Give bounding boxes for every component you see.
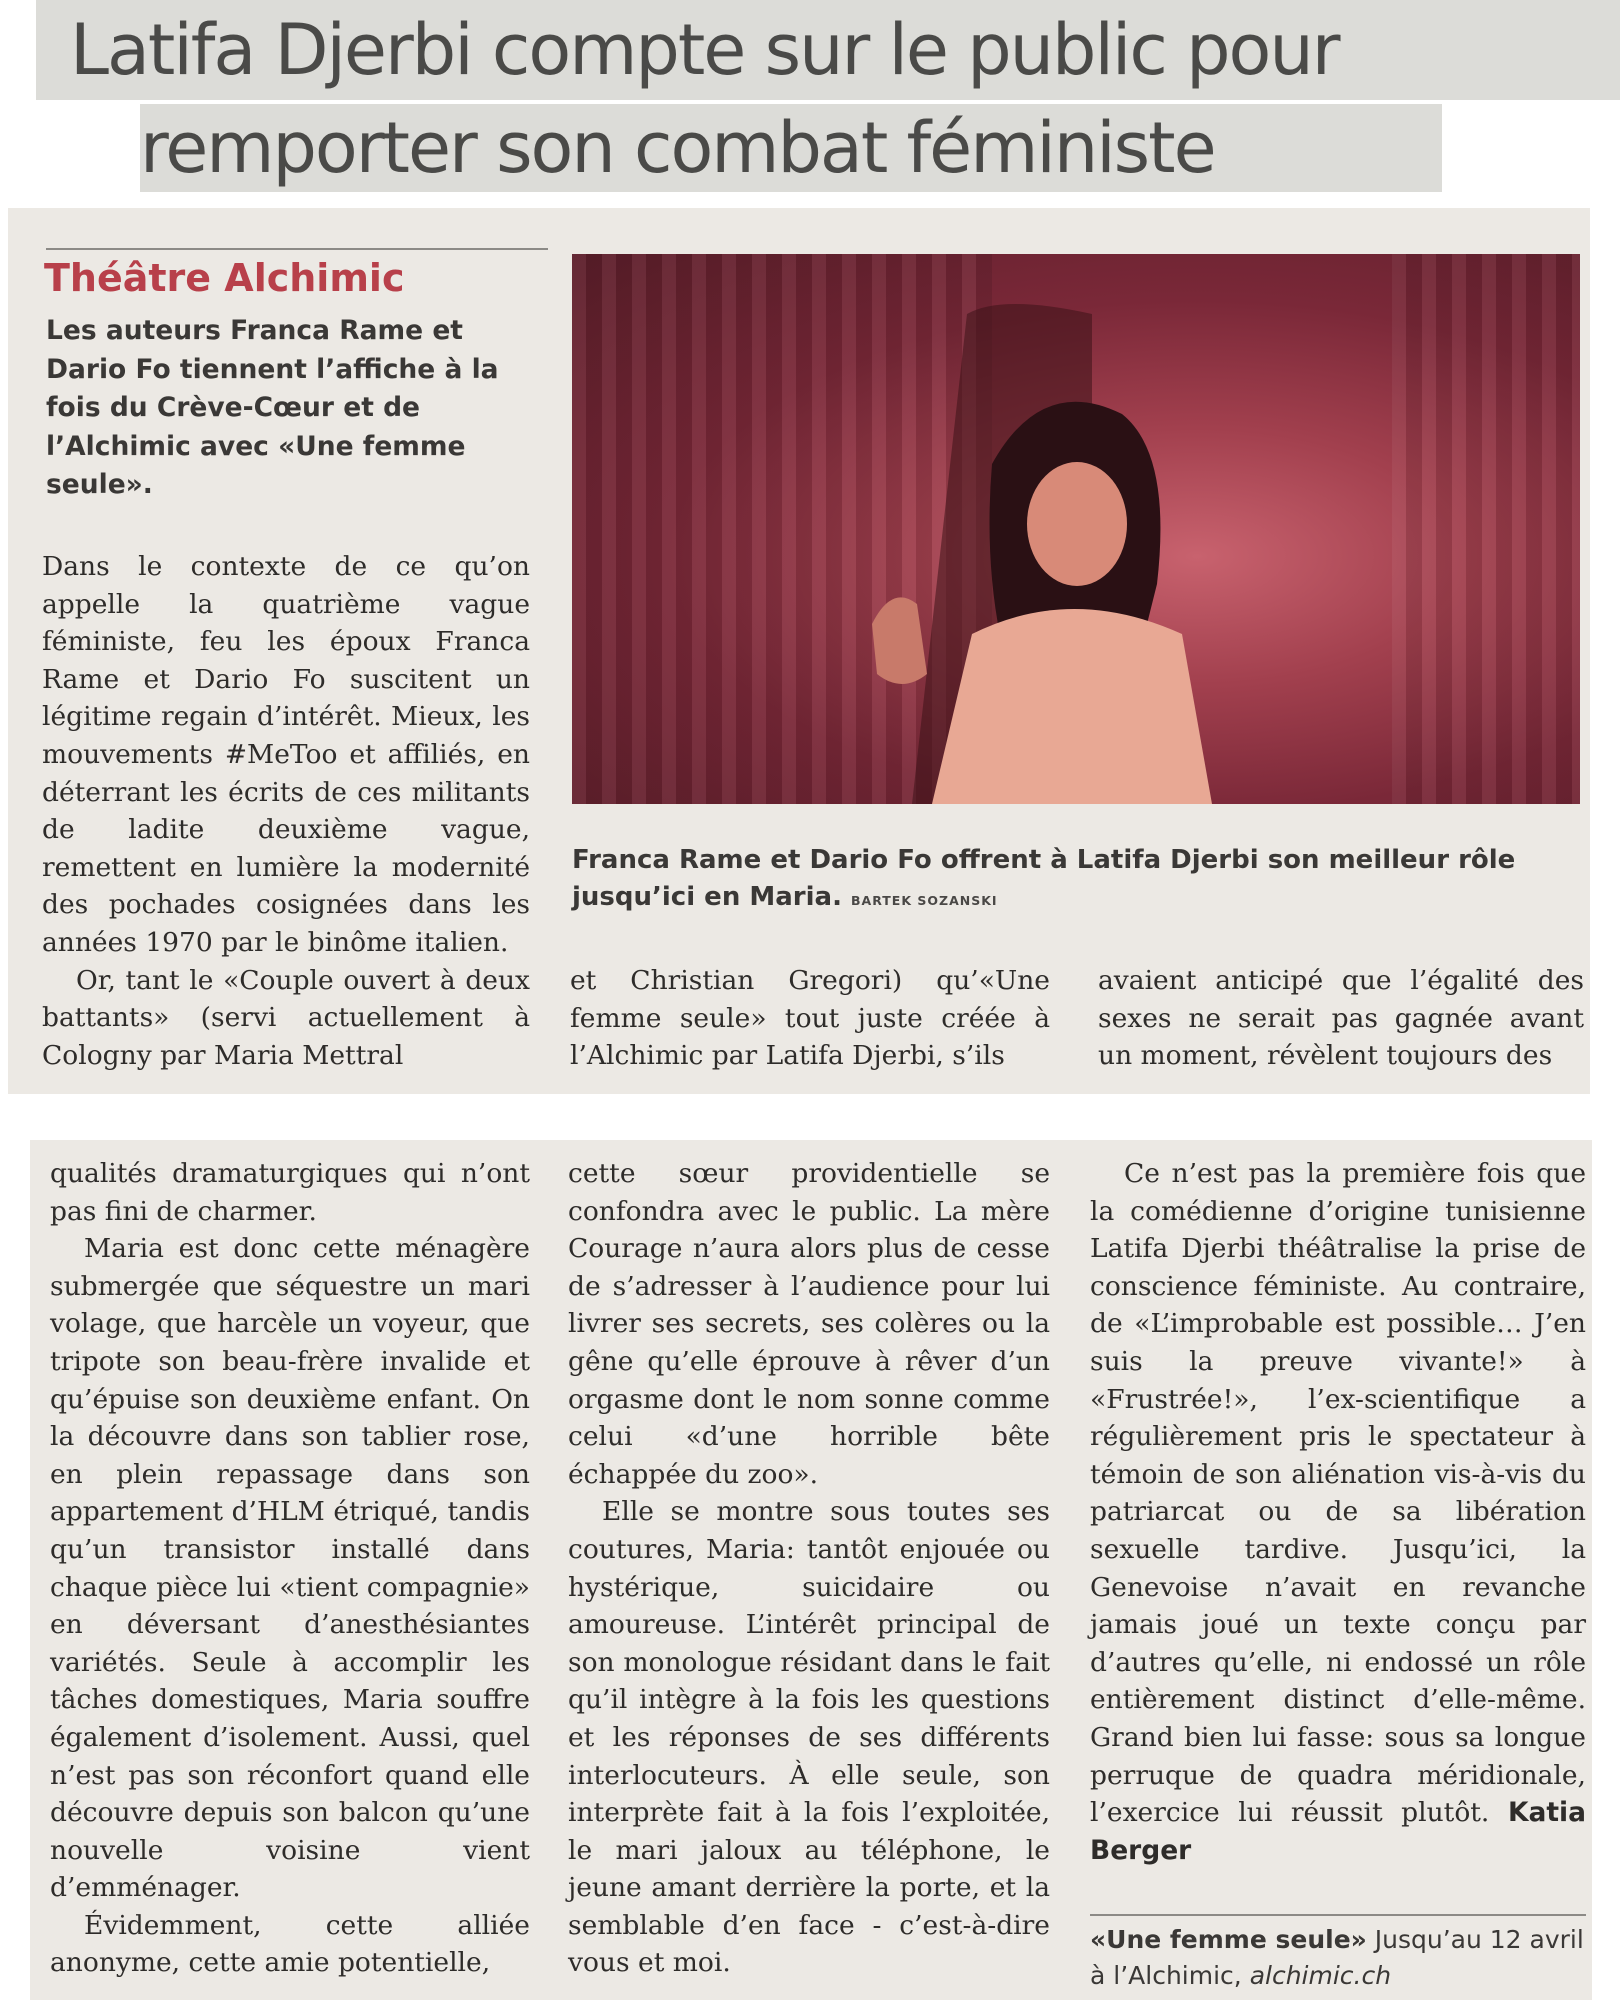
- paragraph: Maria est donc cette ménagère submergée que séquestre un mari volage, que harcèle un voyeur, que tripote son beau-frère invalide et qu’épuise son deuxième enfant. On la découvre dans son tablier rose, en plein repassage dans son appartement d’HLM étriqué, tandis qu’un transistor installé dans chaque pièce lui «tient compagnie» en déversant d’anesthésiantes variétés. Seule à accomplir les tâches domestiques, Maria souffre également d’isolement. Aussi, quel n’est pas son réconfort quand elle découvre depuis son balcon qu’une nouvelle voisine vient d’emménager.: [50, 1233, 530, 1904]
- headline-line-2: remporter son combat féministe: [140, 104, 1442, 192]
- body-column-2-top: [570, 962, 1050, 1075]
- infobox-title: «Une femme seule»: [1090, 1925, 1367, 1954]
- body-column-2-bottom: [568, 1155, 1050, 1982]
- stage-photo: [572, 254, 1580, 804]
- lede: Les auteurs Franca Rame et Dario Fo tiennent l’affiche à la fois du Crève-Cœur et de l’Alchimic avec «Une femme seule».: [46, 315, 499, 500]
- paragraph: Évidemment, cette alliée anonyme, cette amie potentielle,: [50, 1909, 530, 1979]
- paragraph: avaient anticipé que l’égalité des sexes ne serait pas gagnée avant un moment, révèlent toujours des: [1098, 965, 1584, 1072]
- infobox: [1090, 1922, 1586, 1994]
- paragraph-text: Ce n’est pas la première fois que la comédienne d’origine tunisienne Latifa Djerbi théâtralise la prise de conscience féministe. Au contraire, de «L’improbable est possible… J’en suis la preuve vivante!» à «Frustrée!», l’ex-scientifique a régulièrement pris le spectateur à témoin de son aliénation vis-à-vis du patriarcat ou de sa libération sexuelle tardive. Jusqu’ici, la Genevoise n’avait en revanche jamais joué un texte conçu par d’autres qu’elle, ni endossé un rôle entièrement distinct d’elle-même. Grand bien lui fasse: sous sa longue perruque de quadra méridionale, l’exercice lui réussit plutôt.: [1090, 1158, 1586, 1829]
- body-column-3-bottom: [1090, 1155, 1586, 1869]
- section-label: Théâtre Alchimic: [44, 256, 405, 300]
- paragraph: cette sœur providentielle se confondra avec le public. La mère Courage n’aura alors plus de cesse de s’adresser à l’audience pour lui livrer ses secrets, ses colères ou la gêne qu’elle éprouve à rêver d’un orgasme dont le nom sonne comme celui «d’une horrible bête échappée du zoo».: [568, 1158, 1050, 1490]
- infobox-text: Jusqu’au 12 avril à l’Alchimic,: [1090, 1925, 1584, 1990]
- body-column-1-top: [42, 548, 530, 1074]
- face-shape: [1027, 462, 1127, 586]
- photo-caption: [572, 842, 1582, 919]
- performer-figure: [572, 254, 1580, 804]
- body-column-1-bottom: [50, 1155, 530, 1982]
- body-column-3-top: [1098, 962, 1584, 1075]
- raised-hand-shape: [872, 597, 927, 684]
- paragraph: qualités dramaturgiques qui n’ont pas fini de charmer.: [50, 1158, 530, 1227]
- paragraph: [1090, 1155, 1586, 1869]
- headline-line-1: Latifa Djerbi compte sur le public pour: [36, 0, 1620, 100]
- blouse-shape: [932, 609, 1212, 804]
- paragraph: Or, tant le «Couple ouvert à deux battants» (servi actuellement à Cologny par Maria Mettral: [42, 964, 530, 1071]
- paragraph: Elle se montre sous toutes ses coutures, Maria: tantôt enjouée ou hystérique, suicidaire ou amoureuse. L’intérêt principal de son monologue résidant dans le fait qu’il intègre à la fois les questions et les réponses de ses différents interlocuteurs. À elle seule, son interprète fait à la fois l’exploitée, le mari jaloux au téléphone, le jeune amant derrière la porte, et la semblable d’en face - c’est-à-dire vous et moi.: [568, 1496, 1050, 1979]
- infobox-rule: [1090, 1914, 1586, 1916]
- infobox-url: alchimic.ch: [1249, 1961, 1392, 1990]
- section-rule: [46, 248, 548, 250]
- paragraph: Dans le contexte de ce qu’on appelle la quatrième vague féministe, feu les époux Franca Rame et Dario Fo suscitent un légitime regain d’intérêt. Mieux, les mouvements #MeToo et affiliés, en déterrant les écrits de ces militants de ladite deuxième vague, remettent en lumière la modernité des pochades cosignées dans les années 1970 par le binôme italien.: [42, 551, 530, 958]
- caption-text: Franca Rame et Dario Fo offrent à Latifa Djerbi son meilleur rôle jusqu’ici en Maria.: [572, 845, 1516, 912]
- photo-credit: BARTEK SOZANSKI: [851, 893, 998, 908]
- paragraph: et Christian Gregori) qu’«Une femme seule» tout juste créée à l’Alchimic par Latifa Djerbi, s’ils: [570, 965, 1050, 1072]
- author-signature: Katia Berger: [1090, 1797, 1586, 1866]
